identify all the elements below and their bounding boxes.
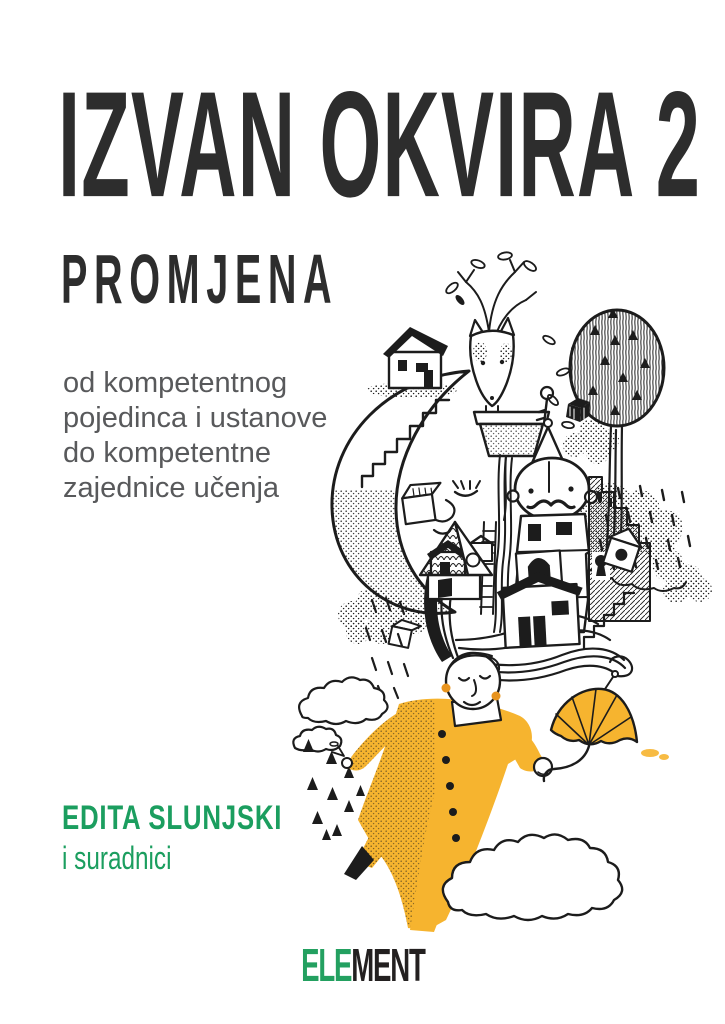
author-block: [62, 800, 282, 877]
tagline-line: do kompetentne: [63, 437, 271, 469]
black-cube-icon: [566, 398, 590, 422]
house-on-moon-icon: [367, 327, 457, 398]
book-subtitle: PROMJENA: [61, 239, 339, 318]
earring-icon: [442, 684, 451, 693]
author-name: EDITA SLUNJSKI: [62, 799, 283, 837]
book-title: IZVAN OKVIRA 2: [58, 60, 702, 229]
author-suffix: i suradnici: [62, 840, 172, 877]
publisher-logo-black: MENT: [350, 939, 425, 991]
publisher-logo: [0, 939, 725, 991]
book-tagline: [63, 366, 327, 506]
tagline-line: od kompetentnog: [63, 367, 288, 399]
tagline-line: zajednice učenja: [63, 472, 280, 504]
publisher-logo-text: [300, 939, 425, 991]
earring-icon: [492, 692, 501, 701]
tagline-line: pojedinca i ustanove: [63, 402, 328, 434]
yellow-umbrella-icon: [544, 671, 669, 781]
key-icon: [537, 387, 553, 424]
publisher-logo-green: ELE: [300, 939, 351, 991]
